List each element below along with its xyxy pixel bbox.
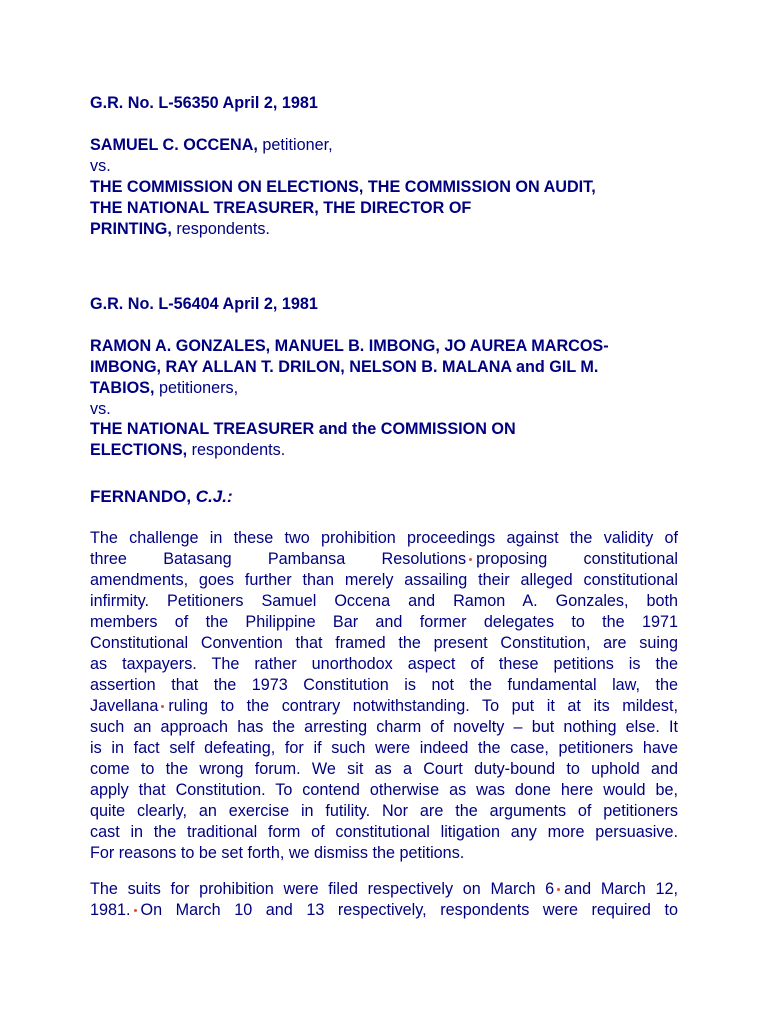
ponente [90, 486, 233, 507]
para2-line: 1981. On March 10 and 13 respectively, respondents were required to [90, 901, 678, 919]
footnote-marker-2[interactable] [161, 705, 164, 708]
para1-line: assertion that the 1973 Constitution is not the fundamental law, the [90, 676, 678, 694]
case2-gr-number: G.R. No. L-56404 April 2, 1981 [90, 295, 318, 313]
para1-line: amendments, goes further than merely assailing their alleged constitutional [90, 571, 678, 589]
case1-respondents-line1: THE COMMISSION ON ELECTIONS, THE COMMISSION ON AUDIT, [90, 178, 596, 196]
para1-line: come to the wrong forum. We sit as a Court duty-bound to uphold and [90, 760, 678, 778]
footnote-marker-1[interactable] [469, 558, 472, 561]
case2-petitioners-name: TABIOS, [90, 379, 155, 397]
para1-line: members of the Philippine Bar and former delegates to the 1971 [90, 613, 678, 631]
case2-respondents-line1: THE NATIONAL TREASURER and the COMMISSION ON [90, 420, 516, 438]
case2-petitioners-line2: IMBONG, RAY ALLAN T. DRILON, NELSON B. MALANA and GIL M. [90, 358, 599, 376]
para1-line: as taxpayers. The rather unorthodox aspect of these petitions is the [90, 655, 678, 673]
ponente-title: C.J.: [191, 487, 233, 506]
footnote-marker-4[interactable] [134, 909, 137, 912]
case2-respondents-role: respondents. [187, 441, 286, 459]
case1-petitioner [90, 135, 333, 156]
case2-respondents-name: ELECTIONS, [90, 441, 188, 459]
footnote-marker-3[interactable] [557, 888, 560, 891]
para1-line: Constitutional Convention that framed the present Constitution, are suing [90, 634, 678, 652]
para1-line: three Batasang Pambansa Resolutions proposing constitutional [90, 550, 679, 568]
case2-petitioners-line1: RAMON A. GONZALES, MANUEL B. IMBONG, JO AUREA MARCOS- [90, 337, 609, 355]
case1-respondents-line2: THE NATIONAL TREASURER, THE DIRECTOR OF [90, 199, 472, 217]
case1-petitioner-role: petitioner, [257, 136, 333, 154]
para1-line: For reasons to be set forth, we dismiss the petitions. [90, 844, 465, 862]
para1-line: Javellana ruling to the contrary notwithstanding. To put it at its mildest, [90, 697, 678, 715]
case1-gr-number: G.R. No. L-56350 April 2, 1981 [90, 94, 318, 112]
case2-vs: vs. [90, 400, 111, 418]
para1-line: is in fact self defeating, for if such were indeed the case, petitioners have [90, 739, 678, 757]
case1-respondents-line3 [90, 219, 270, 240]
ponente-name: FERNANDO, [90, 487, 192, 506]
para1-line: infirmity. Petitioners Samuel Occena and Ramon A. Gonzales, both [90, 592, 678, 610]
case2-respondents-line2 [90, 440, 285, 461]
para1-line: such an approach has the arresting charm of novelty – but nothing else. It [90, 718, 678, 736]
para1-line: apply that Constitution. To contend otherwise as was done here would be, [90, 781, 678, 799]
case1-vs: vs. [90, 157, 111, 175]
para1-line: cast in the traditional form of constitutional litigation any more persuasive. [90, 823, 678, 841]
para1-line: quite clearly, an exercise in futility. Nor are the arguments of petitioners [90, 802, 678, 820]
case1-petitioner-name: SAMUEL C. OCCENA, [90, 136, 258, 154]
para1-line: The challenge in these two prohibition proceedings against the validity of [90, 529, 678, 547]
case2-petitioners-role: petitioners, [154, 379, 239, 397]
case1-respondents-name: PRINTING, [90, 220, 172, 238]
case1-respondents-role: respondents. [171, 220, 270, 238]
para2-line: The suits for prohibition were filed respectively on March 6 and March 12, [90, 880, 679, 898]
case2-petitioners-line3 [90, 378, 238, 399]
